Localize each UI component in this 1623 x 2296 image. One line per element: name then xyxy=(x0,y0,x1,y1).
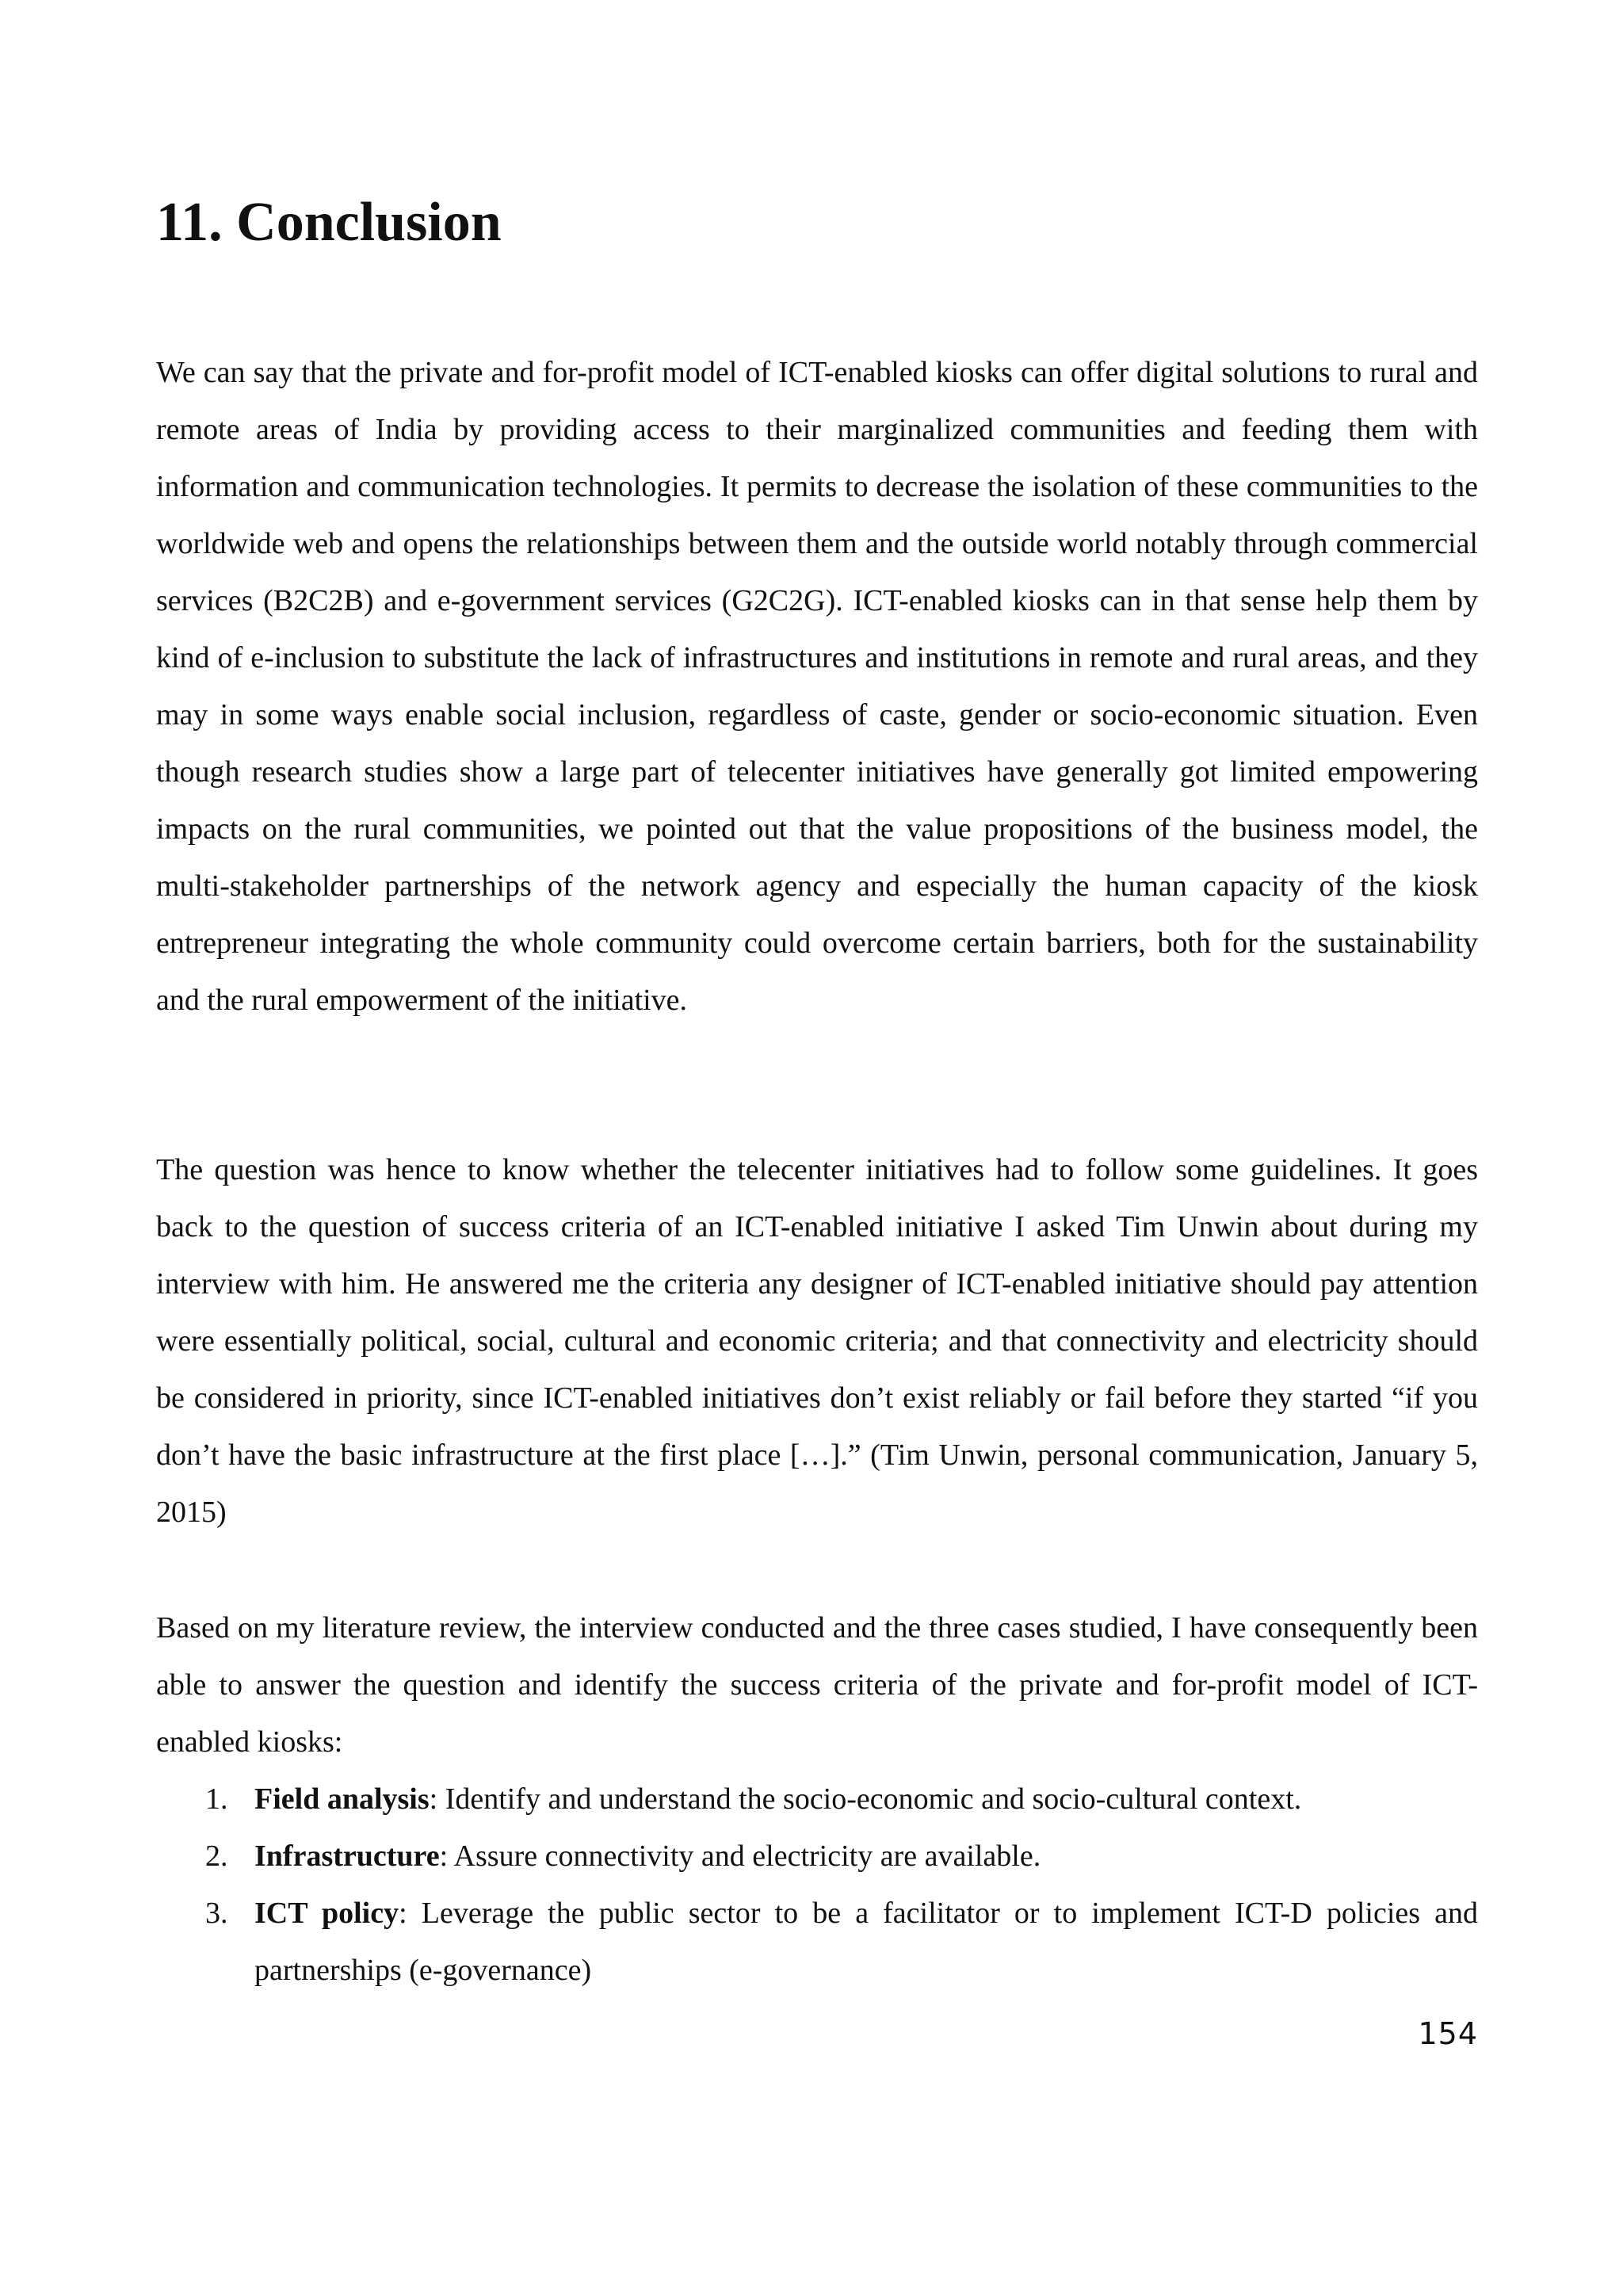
list-item-text: : Identify and understand the socio-economic and socio-cultural context. xyxy=(429,1782,1302,1816)
document-page xyxy=(156,0,1478,2296)
list-item-text: : Leverage the public sector to be a facilitator or to implement ICT-D policies and partnerships (e-governance) xyxy=(254,1897,1479,1987)
list-item-number: 3. xyxy=(205,1897,228,1930)
list-item-number: 2. xyxy=(205,1839,228,1873)
list-item-term: ICT policy xyxy=(254,1897,399,1930)
list-item-term: Field analysis xyxy=(254,1782,430,1816)
paragraph-conclusion-summary: We can say that the private and for-profit model of ICT-enabled kiosks can offer digital solutions to rural and remote areas of India by providing access to their marginalized communities and feeding them with information and communication technologies. It permits to decrease the isolation of these communities to the worldwide web and opens the relationships between them and the outside world notably through commercial services (B2C2B) and e-government services (G2C2G). ICT-enabled kiosks can in that sense help them by kind of e-inclusion to substitute the lack of infrastructures and institutions in remote and rural areas, and they may in some ways enable social inclusion, regardless of caste, gender or socio-economic situation. Even though research studies show a large part of telecenter initiatives have generally got limited empowering impacts on the rural communities, we pointed out that the value propositions of the business model, the multi-stakeholder partnerships of the network agency and especially the human capacity of the kiosk entrepreneur integrating the whole community could overcome certain barriers, both for the sustainability and the rural empowerment of the initiative. xyxy=(156,356,1478,1017)
page-number: 154 xyxy=(1418,2016,1478,2051)
list-item-term: Infrastructure xyxy=(254,1839,440,1873)
success-criteria-list xyxy=(156,1771,1478,1999)
list-item-number: 1. xyxy=(205,1782,228,1816)
list-item-text: : Assure connectivity and electricity are available. xyxy=(439,1839,1041,1873)
paragraph-success-criteria-intro: Based on my literature review, the interview conducted and the three cases studied, I have consequently been able to answer the question and identify the success criteria of the private and for-profit model of ICT-enabled kiosks: xyxy=(156,1611,1478,1759)
paragraph-guidelines-question: The question was hence to know whether the telecenter initiatives had to follow some guidelines. It goes back to the question of success criteria of an ICT-enabled initiative I asked Tim Unwin about during my interview with him. He answered me the criteria any designer of ICT-enabled initiative should pay attention were essentially political, social, cultural and economic criteria; and that connectivity and electricity should be considered in priority, since ICT-enabled initiatives don’t exist reliably or fail before they started “if you don’t have the basic infrastructure at the first place […].” (Tim Unwin, personal communication, January 5, 2015) xyxy=(156,1153,1478,1529)
list-item xyxy=(156,1771,1478,1828)
list-item xyxy=(156,1828,1478,1885)
section-heading: 11. Conclusion xyxy=(156,192,502,253)
list-item xyxy=(156,1885,1478,1999)
